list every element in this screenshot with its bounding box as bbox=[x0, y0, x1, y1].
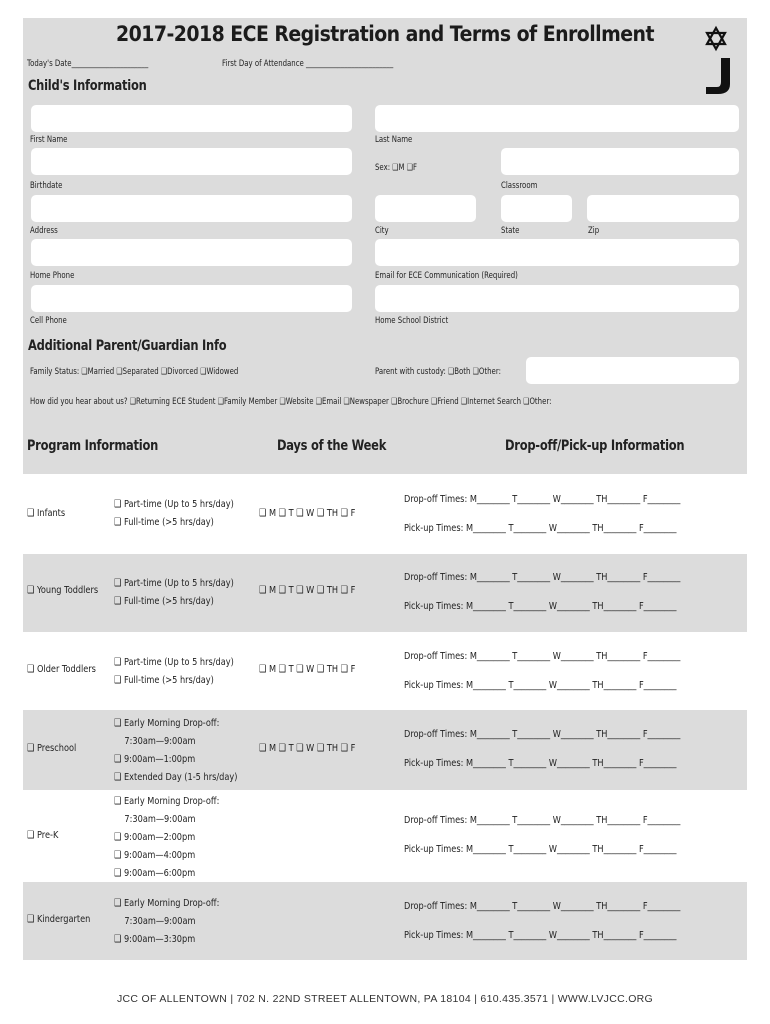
program-options bbox=[114, 793, 219, 883]
program-row-infants bbox=[23, 474, 747, 554]
dropoff-column-header: Drop-off/Pick-up Information bbox=[505, 438, 685, 454]
program-option: 7:30am—9:00am bbox=[114, 916, 196, 927]
program-name[interactable]: ❑ Pre-K bbox=[27, 830, 59, 841]
parent-info-heading: Additional Parent/Guardian Info bbox=[28, 338, 227, 354]
program-option: 7:30am—9:00am bbox=[114, 814, 196, 825]
program-column-header: Program Information bbox=[27, 438, 159, 454]
days-checkboxes[interactable]: ❑ M ❑ T ❑ W ❑ TH ❑ F bbox=[259, 743, 356, 754]
address-field[interactable] bbox=[31, 195, 352, 222]
program-name[interactable]: ❑ Kindergarten bbox=[27, 914, 91, 925]
program-option[interactable]: ❑ Part-time (Up to 5 hrs/day) bbox=[114, 578, 234, 589]
program-options bbox=[114, 715, 237, 787]
cell-phone-field[interactable] bbox=[31, 285, 352, 312]
program-table-header bbox=[23, 420, 747, 474]
custody-checkboxes[interactable]: Parent with custody: ❑Both ❑Other: bbox=[375, 367, 501, 377]
dropoff-times[interactable]: Drop-off Times: M________ T________ W________ TH________ F________ bbox=[404, 572, 681, 583]
cell-phone-label: Cell Phone bbox=[30, 316, 67, 326]
days-checkboxes[interactable]: ❑ M ❑ T ❑ W ❑ TH ❑ F bbox=[259, 585, 356, 596]
sex-checkboxes[interactable]: Sex: ❑M ❑F bbox=[375, 163, 418, 173]
state-field[interactable] bbox=[501, 195, 572, 222]
program-option[interactable]: ❑ 9:00am—4:00pm bbox=[114, 850, 196, 861]
classroom-label: Classroom bbox=[501, 181, 538, 191]
dropoff-times[interactable]: Drop-off Times: M________ T________ W________ TH________ F________ bbox=[404, 651, 681, 662]
dropoff-times[interactable]: Drop-off Times: M________ T________ W________ TH________ F________ bbox=[404, 815, 681, 826]
program-option[interactable]: ❑ Early Morning Drop-off: bbox=[114, 718, 220, 729]
state-label: State bbox=[501, 226, 520, 236]
pickup-times[interactable]: Pick-up Times: M________ T________ W________ TH________ F________ bbox=[404, 523, 677, 534]
program-name[interactable]: ❑ Young Toddlers bbox=[27, 585, 99, 596]
page-title: 2017-2018 ECE Registration and Terms of Enrollment bbox=[116, 22, 654, 46]
referral-source-checkboxes[interactable]: How did you hear about us? ❑Returning ECE Student ❑Family Member ❑Website ❑Email ❑Newspaper ❑Brochure ❑Friend ❑Internet Search ❑Other: bbox=[30, 397, 552, 407]
program-row-preschool bbox=[23, 710, 747, 790]
first-day-label: First Day of Attendance _________________________ bbox=[222, 59, 394, 69]
program-options bbox=[114, 575, 234, 611]
city-field[interactable] bbox=[375, 195, 476, 222]
program-option: 7:30am—9:00am bbox=[114, 736, 196, 747]
family-status-checkboxes[interactable]: Family Status: ❑Married ❑Separated ❑Divorced ❑Widowed bbox=[30, 367, 239, 377]
program-options bbox=[114, 895, 219, 949]
last-name-label: Last Name bbox=[375, 135, 413, 145]
first-name-field[interactable] bbox=[31, 105, 352, 132]
program-row-older-toddlers bbox=[23, 632, 747, 710]
pickup-times[interactable]: Pick-up Times: M________ T________ W________ TH________ F________ bbox=[404, 844, 677, 855]
birthdate-label: Birthdate bbox=[30, 181, 63, 191]
days-column-header: Days of the Week bbox=[277, 438, 387, 454]
times-block bbox=[404, 642, 680, 700]
footer-contact: JCC OF ALLENTOWN | 702 N. 22ND STREET ALLENTOWN, PA 18104 | 610.435.3571 | WWW.LVJCC.ORG bbox=[116, 993, 654, 1005]
program-name[interactable]: ❑ Older Toddlers bbox=[27, 664, 96, 675]
child-info-heading: Child's Information bbox=[28, 78, 147, 94]
times-block bbox=[404, 892, 680, 950]
pickup-times[interactable]: Pick-up Times: M________ T________ W________ TH________ F________ bbox=[404, 601, 677, 612]
program-options bbox=[114, 654, 234, 690]
custody-other-field[interactable] bbox=[526, 357, 739, 384]
program-option[interactable]: ❑ 9:00am—2:00pm bbox=[114, 832, 196, 843]
program-row-pre-k bbox=[23, 790, 747, 882]
first-name-label: First Name bbox=[30, 135, 68, 145]
days-checkboxes[interactable]: ❑ M ❑ T ❑ W ❑ TH ❑ F bbox=[259, 664, 356, 675]
email-field[interactable] bbox=[375, 239, 739, 266]
program-option[interactable]: ❑ Full-time (>5 hrs/day) bbox=[114, 675, 214, 686]
last-name-field[interactable] bbox=[375, 105, 739, 132]
program-options bbox=[114, 496, 234, 532]
times-block bbox=[404, 485, 680, 543]
email-label: Email for ECE Communication (Required) bbox=[375, 271, 518, 281]
dropoff-times[interactable]: Drop-off Times: M________ T________ W________ TH________ F________ bbox=[404, 901, 681, 912]
pickup-times[interactable]: Pick-up Times: M________ T________ W________ TH________ F________ bbox=[404, 680, 677, 691]
pickup-times[interactable]: Pick-up Times: M________ T________ W________ TH________ F________ bbox=[404, 930, 677, 941]
program-option[interactable]: ❑ Part-time (Up to 5 hrs/day) bbox=[114, 657, 234, 668]
school-district-field[interactable] bbox=[375, 285, 739, 312]
program-name[interactable]: ❑ Infants bbox=[27, 508, 66, 519]
program-name[interactable]: ❑ Preschool bbox=[27, 743, 77, 754]
birthdate-field[interactable] bbox=[31, 148, 352, 175]
program-option[interactable]: ❑ Full-time (>5 hrs/day) bbox=[114, 596, 214, 607]
zip-label: Zip bbox=[588, 226, 600, 236]
classroom-field[interactable] bbox=[501, 148, 739, 175]
dropoff-times[interactable]: Drop-off Times: M________ T________ W________ TH________ F________ bbox=[404, 729, 681, 740]
program-option[interactable]: ❑ Full-time (>5 hrs/day) bbox=[114, 517, 214, 528]
days-checkboxes[interactable]: ❑ M ❑ T ❑ W ❑ TH ❑ F bbox=[259, 508, 356, 519]
program-row-kindergarten bbox=[23, 882, 747, 960]
zip-field[interactable] bbox=[587, 195, 739, 222]
pickup-times[interactable]: Pick-up Times: M________ T________ W________ TH________ F________ bbox=[404, 758, 677, 769]
address-label: Address bbox=[30, 226, 58, 236]
times-block bbox=[404, 720, 680, 778]
city-label: City bbox=[375, 226, 389, 236]
program-option[interactable]: ❑ 9:00am—3:30pm bbox=[114, 934, 196, 945]
todays-date-label: Today's Date______________________ bbox=[27, 59, 149, 69]
home-phone-label: Home Phone bbox=[30, 271, 75, 281]
home-phone-field[interactable] bbox=[31, 239, 352, 266]
dropoff-times[interactable]: Drop-off Times: M________ T________ W________ TH________ F________ bbox=[404, 494, 681, 505]
program-option[interactable]: ❑ 9:00am—1:00pm bbox=[114, 754, 196, 765]
program-option[interactable]: ❑ Extended Day (1-5 hrs/day) bbox=[114, 772, 238, 783]
program-option[interactable]: ❑ 9:00am—6:00pm bbox=[114, 868, 196, 879]
program-row-young-toddlers bbox=[23, 554, 747, 632]
program-option[interactable]: ❑ Early Morning Drop-off: bbox=[114, 796, 220, 807]
school-district-label: Home School District bbox=[375, 316, 449, 326]
jcc-logo-icon bbox=[700, 24, 742, 94]
program-option[interactable]: ❑ Early Morning Drop-off: bbox=[114, 898, 220, 909]
times-block bbox=[404, 563, 680, 621]
times-block bbox=[404, 806, 680, 864]
program-option[interactable]: ❑ Part-time (Up to 5 hrs/day) bbox=[114, 499, 234, 510]
